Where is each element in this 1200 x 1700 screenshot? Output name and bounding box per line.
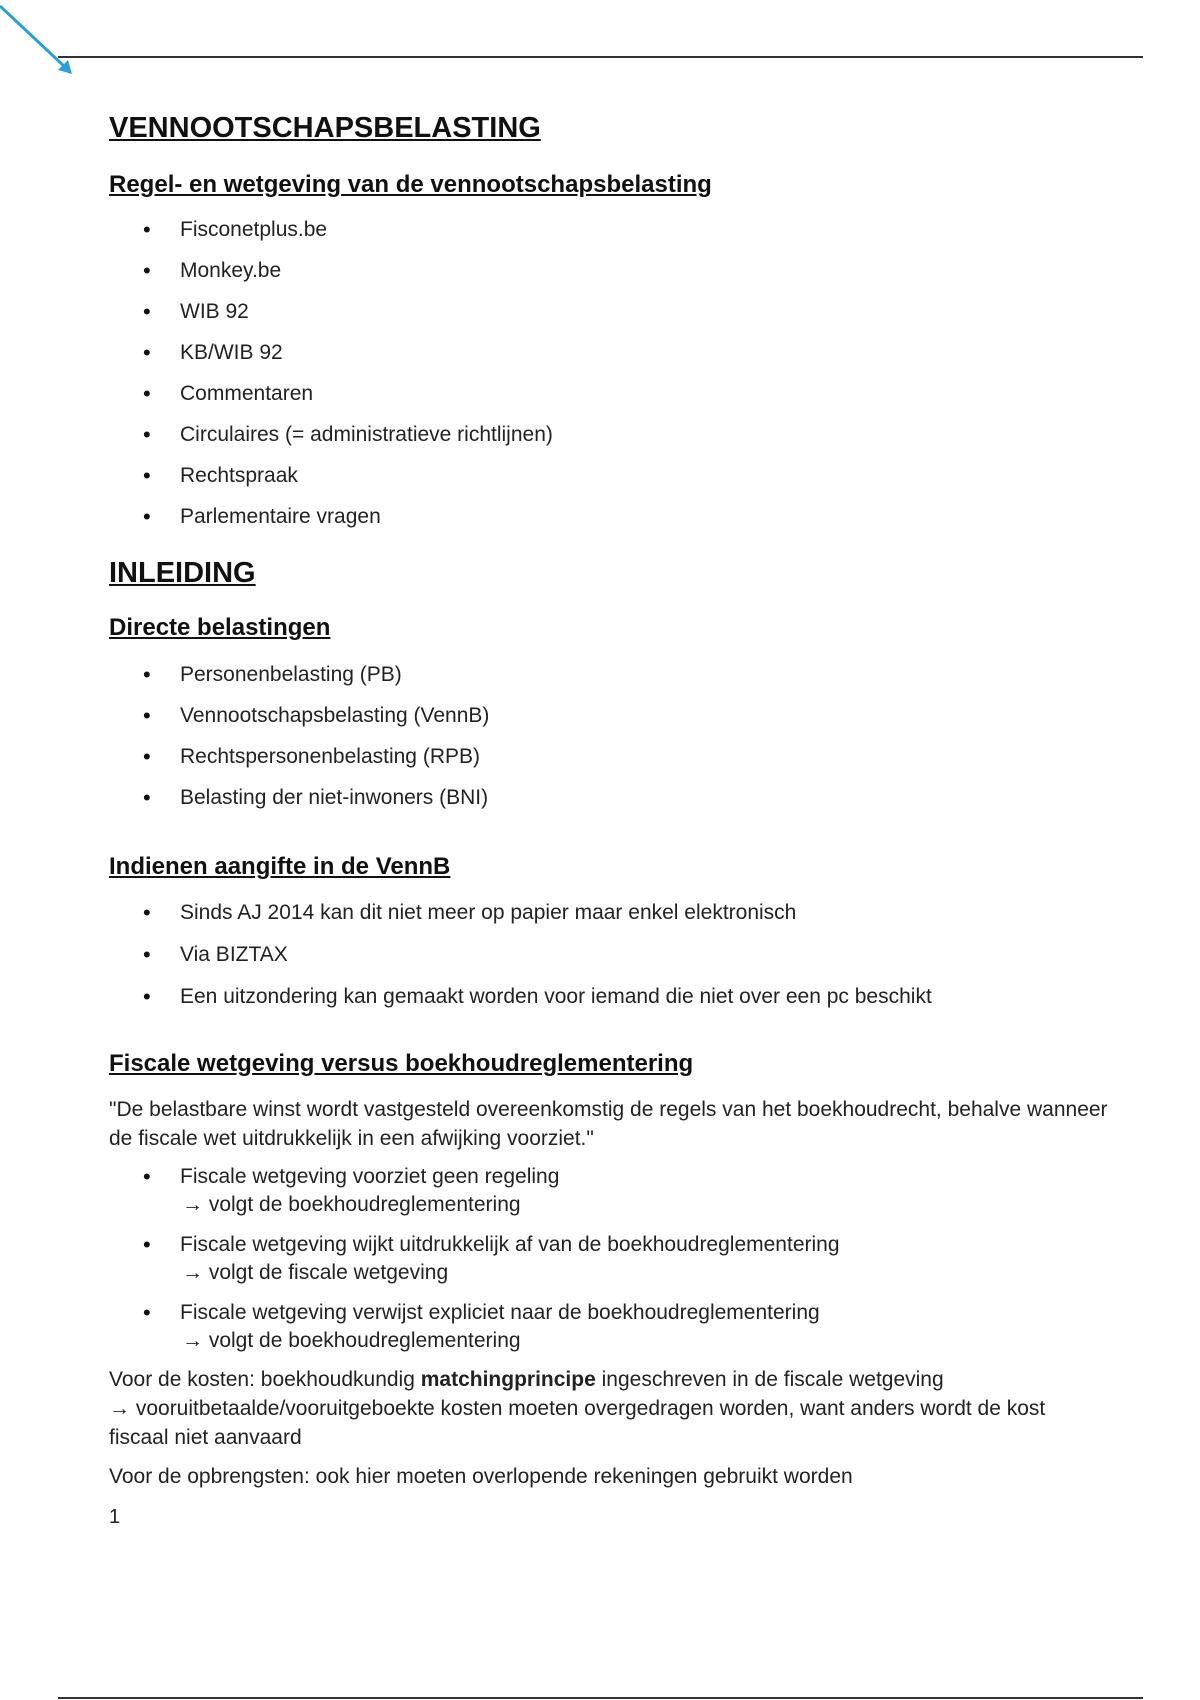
list-item: • Rechtspersonenbelasting (RPB) (109, 743, 1109, 771)
list-item: • Personenbelasting (PB) (109, 661, 1109, 689)
paragraph-opbrengsten: Voor de opbrengsten: ook hier moeten overlopende rekeningen gebruikt worden (109, 1465, 853, 1488)
list-item (109, 1299, 1109, 1355)
list-item: • Monkey.be (109, 257, 1109, 285)
rule-line: Fiscale wetgeving wijkt uitdrukkelijk af van de boekhoudreglementering (180, 1233, 840, 1256)
list-item: • Circulaires (= administratieve richtlijnen) (109, 421, 1109, 449)
document-body (109, 108, 1109, 1532)
heading-directe-belastingen: Directe belastingen (109, 614, 331, 641)
kosten-suffix: ingeschreven in de fiscale wetgeving (595, 1368, 944, 1391)
list-item (109, 1231, 1109, 1287)
footer-rule (58, 1697, 1143, 1699)
list-item: • Rechtspraak (109, 462, 1109, 490)
list-indienen-aangifte (109, 899, 1109, 1011)
list-item: • Een uitzondering kan gemaakt worden voor iemand die niet over een pc beschikt (109, 983, 1109, 1011)
quote-belastbare-winst: "De belastbare winst wordt vastgesteld overeenkomstig de regels van het boekhoudrecht, behalve wanneer de fiscale wet uitdrukkelijk in een afwijking voorziet." (109, 1098, 1108, 1150)
list-item: • Commentaren (109, 380, 1109, 408)
paragraph-kosten (109, 1365, 1109, 1452)
rule-consequence: → volgt de boekhoudreglementering (182, 1329, 521, 1352)
list-item: • Fisconetplus.be (109, 216, 1109, 244)
rule-consequence: → volgt de fiscale wetgeving (182, 1261, 449, 1284)
kosten-matchingprincipe: matchingprincipe (420, 1368, 596, 1391)
heading-fiscale-wetgeving: Fiscale wetgeving versus boekhoudreglementering (109, 1050, 694, 1077)
list-item: • Sinds AJ 2014 kan dit niet meer op papier maar enkel elektronisch (109, 899, 1109, 927)
header-rule (58, 56, 1143, 58)
list-item: • Vennootschapsbelasting (VennB) (109, 702, 1109, 730)
corner-arrow-icon (0, 0, 90, 90)
kosten-prefix: Voor de kosten: boekhoudkundig (109, 1368, 421, 1391)
kosten-consequence: → vooruitbetaalde/vooruitgeboekte kosten moeten overgedragen worden, want anders wordt de kost fiscaal niet aanvaard (109, 1397, 1046, 1449)
list-item (109, 1163, 1109, 1219)
heading-vennootschapsbelasting: VENNOOTSCHAPSBELASTING (109, 112, 541, 144)
list-item: • Belasting der niet-inwoners (BNI) (109, 784, 1109, 812)
list-fiscale-regels (109, 1163, 1109, 1355)
list-item: • KB/WIB 92 (109, 339, 1109, 367)
heading-regelgeving: Regel- en wetgeving van de vennootschapsbelasting (109, 171, 712, 198)
list-sources (109, 216, 1109, 531)
rule-line: Fiscale wetgeving verwijst expliciet naar de boekhoudreglementering (180, 1301, 820, 1324)
list-item: • WIB 92 (109, 298, 1109, 326)
heading-inleiding: INLEIDING (109, 557, 256, 589)
heading-indienen-aangifte: Indienen aangifte in de VennB (109, 853, 451, 880)
page-number: 1 (109, 1506, 121, 1528)
list-item: • Parlementaire vragen (109, 503, 1109, 531)
list-item: • Via BIZTAX (109, 941, 1109, 969)
rule-consequence: → volgt de boekhoudreglementering (182, 1193, 521, 1216)
rule-line: Fiscale wetgeving voorziet geen regeling (180, 1165, 560, 1188)
list-directe-belastingen (109, 661, 1109, 812)
